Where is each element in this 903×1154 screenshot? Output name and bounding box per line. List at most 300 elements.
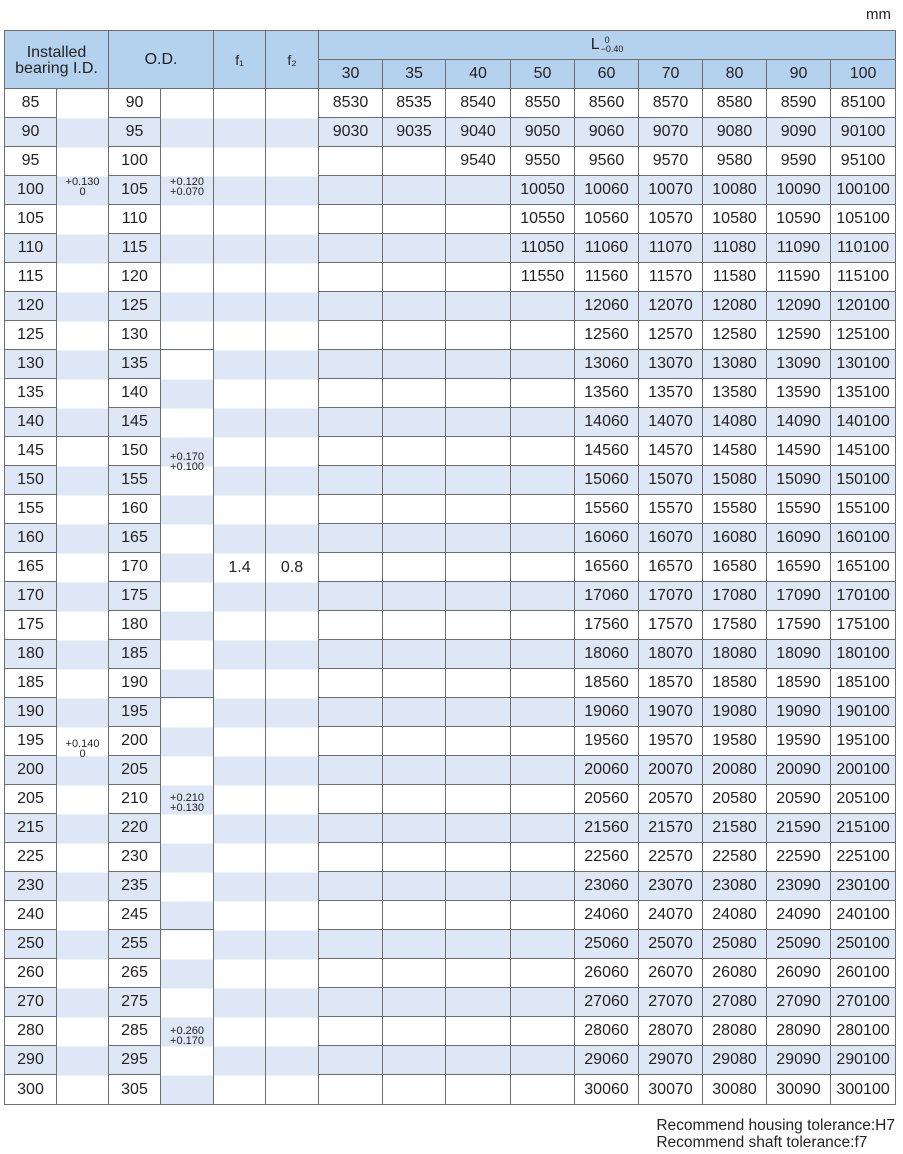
part-number-cell: 18090 bbox=[767, 640, 831, 669]
part-number-cell: 16580 bbox=[703, 553, 767, 582]
shaft-tolerance-note: Recommend shaft tolerance:f7 bbox=[656, 1134, 868, 1151]
part-number-cell bbox=[446, 437, 511, 466]
tolerance-lower: 0 bbox=[79, 186, 86, 198]
part-number-cell bbox=[446, 669, 511, 698]
part-number-cell: 17060 bbox=[575, 582, 639, 611]
length-col-header: 40 bbox=[446, 60, 511, 89]
installed-id-cell: 135 bbox=[5, 379, 57, 408]
part-number-cell bbox=[446, 814, 511, 843]
part-number-cell bbox=[319, 524, 383, 553]
od-cell: 130 bbox=[109, 321, 161, 350]
part-number-cell: 10080 bbox=[703, 176, 767, 205]
part-number-cell: 14070 bbox=[639, 408, 703, 437]
part-number-cell: 14590 bbox=[767, 437, 831, 466]
length-col-header: 35 bbox=[383, 60, 446, 89]
part-number-cell bbox=[319, 205, 383, 234]
housing-tolerance-note: Recommend housing tolerance:H7 bbox=[656, 1117, 895, 1134]
tolerance-upper: +0.260 bbox=[170, 1025, 204, 1037]
part-number-cell: 280100 bbox=[831, 1017, 896, 1046]
installed-id-cell: 250 bbox=[5, 930, 57, 959]
od-cell: 155 bbox=[109, 466, 161, 495]
od-cell: 180 bbox=[109, 611, 161, 640]
f2-header: f₂ bbox=[266, 31, 319, 89]
installed-id-cell: 175 bbox=[5, 611, 57, 640]
od-cell: 205 bbox=[109, 756, 161, 785]
part-number-cell bbox=[446, 785, 511, 814]
part-number-cell bbox=[319, 669, 383, 698]
part-number-cell bbox=[383, 959, 446, 988]
part-number-cell: 22590 bbox=[767, 843, 831, 872]
part-number-cell bbox=[319, 785, 383, 814]
part-number-cell bbox=[319, 640, 383, 669]
installed-id-cell: 280 bbox=[5, 1017, 57, 1046]
part-number-cell bbox=[511, 872, 575, 901]
part-number-cell bbox=[383, 1046, 446, 1075]
part-number-cell bbox=[383, 1075, 446, 1105]
part-number-cell: 290100 bbox=[831, 1046, 896, 1075]
od-cell: 100 bbox=[109, 147, 161, 176]
part-number-cell: 8535 bbox=[383, 89, 446, 118]
part-number-cell bbox=[446, 292, 511, 321]
part-number-cell: 28080 bbox=[703, 1017, 767, 1046]
length-tol-lower: −0.40 bbox=[600, 44, 624, 54]
part-number-cell bbox=[446, 640, 511, 669]
part-number-cell: 185100 bbox=[831, 669, 896, 698]
table-row bbox=[5, 234, 896, 263]
f1-header: f₁ bbox=[214, 31, 266, 89]
part-number-cell: 175100 bbox=[831, 611, 896, 640]
od-cell: 140 bbox=[109, 379, 161, 408]
part-number-cell: 20060 bbox=[575, 756, 639, 785]
part-number-cell bbox=[511, 669, 575, 698]
part-number-cell bbox=[511, 408, 575, 437]
part-number-cell: 13090 bbox=[767, 350, 831, 379]
part-number-cell: 15590 bbox=[767, 495, 831, 524]
part-number-cell: 17070 bbox=[639, 582, 703, 611]
tolerance-upper: +0.210 bbox=[170, 792, 204, 804]
part-number-cell: 215100 bbox=[831, 814, 896, 843]
part-number-cell bbox=[511, 1017, 575, 1046]
part-number-cell: 20570 bbox=[639, 785, 703, 814]
table-row bbox=[5, 89, 896, 118]
tolerance-cell bbox=[161, 89, 214, 350]
unit-label: mm bbox=[866, 6, 891, 23]
part-number-cell bbox=[383, 988, 446, 1017]
part-number-cell bbox=[383, 901, 446, 930]
part-number-cell: 16560 bbox=[575, 553, 639, 582]
part-number-cell: 10550 bbox=[511, 205, 575, 234]
part-number-cell: 11050 bbox=[511, 234, 575, 263]
part-number-cell: 21580 bbox=[703, 814, 767, 843]
part-number-cell: 9070 bbox=[639, 118, 703, 147]
installed-id-cell: 190 bbox=[5, 698, 57, 727]
part-number-cell: 18580 bbox=[703, 669, 767, 698]
part-number-cell: 11060 bbox=[575, 234, 639, 263]
part-number-cell bbox=[511, 901, 575, 930]
part-number-cell bbox=[511, 959, 575, 988]
table-row bbox=[5, 901, 896, 930]
part-number-cell: 9040 bbox=[446, 118, 511, 147]
part-number-cell bbox=[383, 698, 446, 727]
part-number-cell bbox=[319, 611, 383, 640]
part-number-cell bbox=[319, 698, 383, 727]
table-row bbox=[5, 321, 896, 350]
part-number-cell bbox=[511, 930, 575, 959]
part-number-cell: 27070 bbox=[639, 988, 703, 1017]
part-number-cell bbox=[383, 292, 446, 321]
table-row bbox=[5, 408, 896, 437]
part-number-cell: 130100 bbox=[831, 350, 896, 379]
part-number-cell: 125100 bbox=[831, 321, 896, 350]
part-number-cell: 24090 bbox=[767, 901, 831, 930]
part-number-cell bbox=[383, 611, 446, 640]
part-number-cell bbox=[511, 611, 575, 640]
part-number-cell: 17560 bbox=[575, 611, 639, 640]
part-number-cell bbox=[319, 350, 383, 379]
installed-id-cell: 85 bbox=[5, 89, 57, 118]
installed-id-cell: 110 bbox=[5, 234, 57, 263]
installed-id-cell: 230 bbox=[5, 872, 57, 901]
part-number-cell bbox=[319, 814, 383, 843]
installed-id-cell: 290 bbox=[5, 1046, 57, 1075]
part-number-cell: 11570 bbox=[639, 263, 703, 292]
installed-id-cell: 145 bbox=[5, 437, 57, 466]
installed-id-cell: 125 bbox=[5, 321, 57, 350]
part-number-cell bbox=[319, 872, 383, 901]
part-number-cell: 19080 bbox=[703, 698, 767, 727]
od-cell: 255 bbox=[109, 930, 161, 959]
part-number-cell bbox=[446, 959, 511, 988]
od-cell: 200 bbox=[109, 727, 161, 756]
part-number-cell bbox=[383, 843, 446, 872]
part-number-cell: 12580 bbox=[703, 321, 767, 350]
part-number-cell bbox=[446, 901, 511, 930]
od-cell: 185 bbox=[109, 640, 161, 669]
part-number-cell: 140100 bbox=[831, 408, 896, 437]
part-number-cell: 14090 bbox=[767, 408, 831, 437]
part-number-cell: 12560 bbox=[575, 321, 639, 350]
part-number-cell: 90100 bbox=[831, 118, 896, 147]
table-row bbox=[5, 727, 896, 756]
table-row bbox=[5, 379, 896, 408]
length-col-header: 100 bbox=[831, 60, 896, 89]
table-row bbox=[5, 843, 896, 872]
tolerance-lower: 0 bbox=[79, 748, 86, 760]
part-number-cell bbox=[446, 205, 511, 234]
part-number-cell: 9590 bbox=[767, 147, 831, 176]
tolerance-lower: +0.100 bbox=[170, 461, 204, 473]
part-number-cell: 12590 bbox=[767, 321, 831, 350]
part-number-cell: 13080 bbox=[703, 350, 767, 379]
part-number-cell: 17570 bbox=[639, 611, 703, 640]
f2-cell-value: 0.8 bbox=[280, 559, 304, 576]
od-cell: 275 bbox=[109, 988, 161, 1017]
part-number-cell bbox=[383, 1017, 446, 1046]
part-number-cell: 23080 bbox=[703, 872, 767, 901]
installed-id-cell: 105 bbox=[5, 205, 57, 234]
od-cell: 295 bbox=[109, 1046, 161, 1075]
part-number-cell bbox=[511, 350, 575, 379]
part-number-cell bbox=[383, 321, 446, 350]
od-cell: 210 bbox=[109, 785, 161, 814]
part-number-cell bbox=[383, 147, 446, 176]
part-number-cell: 25070 bbox=[639, 930, 703, 959]
part-number-cell: 28070 bbox=[639, 1017, 703, 1046]
part-number-cell: 11080 bbox=[703, 234, 767, 263]
part-number-cell: 110100 bbox=[831, 234, 896, 263]
part-number-cell: 18060 bbox=[575, 640, 639, 669]
part-number-cell: 21590 bbox=[767, 814, 831, 843]
installed-id-cell: 185 bbox=[5, 669, 57, 698]
part-number-cell: 11550 bbox=[511, 263, 575, 292]
part-number-cell: 23060 bbox=[575, 872, 639, 901]
table-row bbox=[5, 698, 896, 727]
part-number-cell bbox=[511, 379, 575, 408]
part-number-cell: 19060 bbox=[575, 698, 639, 727]
installed-id-cell: 240 bbox=[5, 901, 57, 930]
od-cell: 305 bbox=[109, 1075, 161, 1105]
part-number-cell: 10070 bbox=[639, 176, 703, 205]
part-number-cell: 13560 bbox=[575, 379, 639, 408]
tolerance-upper: +0.170 bbox=[170, 451, 204, 463]
part-number-cell: 15560 bbox=[575, 495, 639, 524]
part-number-cell: 8540 bbox=[446, 89, 511, 118]
part-number-cell bbox=[319, 988, 383, 1017]
installed-id-cell: 270 bbox=[5, 988, 57, 1017]
table-row bbox=[5, 350, 896, 379]
part-number-cell bbox=[446, 611, 511, 640]
part-number-cell: 240100 bbox=[831, 901, 896, 930]
part-number-cell: 19590 bbox=[767, 727, 831, 756]
installed-id-header: Installed bearing I.D. bbox=[5, 31, 109, 89]
part-number-cell bbox=[446, 176, 511, 205]
part-number-cell bbox=[383, 437, 446, 466]
part-number-cell: 30060 bbox=[575, 1075, 639, 1105]
part-number-cell bbox=[511, 437, 575, 466]
tolerance-cell bbox=[161, 930, 214, 1105]
installed-id-cell: 225 bbox=[5, 843, 57, 872]
part-number-cell: 11590 bbox=[767, 263, 831, 292]
part-number-cell bbox=[319, 321, 383, 350]
part-number-cell bbox=[446, 321, 511, 350]
part-number-cell: 17580 bbox=[703, 611, 767, 640]
part-number-cell: 9560 bbox=[575, 147, 639, 176]
tolerance-upper: +0.120 bbox=[170, 176, 204, 188]
installed-id-cell: 300 bbox=[5, 1075, 57, 1105]
part-number-cell: 18590 bbox=[767, 669, 831, 698]
table-row bbox=[5, 988, 896, 1017]
part-number-cell: 17090 bbox=[767, 582, 831, 611]
od-cell: 265 bbox=[109, 959, 161, 988]
table-row bbox=[5, 640, 896, 669]
part-number-cell: 10570 bbox=[639, 205, 703, 234]
part-number-cell: 19090 bbox=[767, 698, 831, 727]
od-cell: 190 bbox=[109, 669, 161, 698]
part-number-cell: 20580 bbox=[703, 785, 767, 814]
part-number-cell: 27080 bbox=[703, 988, 767, 1017]
part-number-cell bbox=[511, 466, 575, 495]
part-number-cell: 29060 bbox=[575, 1046, 639, 1075]
part-number-cell: 15070 bbox=[639, 466, 703, 495]
part-number-cell: 20590 bbox=[767, 785, 831, 814]
part-number-cell: 16570 bbox=[639, 553, 703, 582]
part-number-cell: 21570 bbox=[639, 814, 703, 843]
part-number-cell: 26060 bbox=[575, 959, 639, 988]
part-number-cell bbox=[319, 959, 383, 988]
part-number-cell: 21560 bbox=[575, 814, 639, 843]
part-number-cell: 18560 bbox=[575, 669, 639, 698]
installed-id-cell: 100 bbox=[5, 176, 57, 205]
part-number-cell: 13070 bbox=[639, 350, 703, 379]
tolerance-lower: +0.170 bbox=[170, 1035, 204, 1047]
installed-id-cell: 200 bbox=[5, 756, 57, 785]
part-number-cell bbox=[319, 901, 383, 930]
part-number-cell bbox=[319, 176, 383, 205]
part-number-cell: 11580 bbox=[703, 263, 767, 292]
part-number-cell bbox=[511, 553, 575, 582]
part-number-cell: 12080 bbox=[703, 292, 767, 321]
f1-cell-value: 1.4 bbox=[228, 559, 251, 576]
part-number-cell: 8560 bbox=[575, 89, 639, 118]
part-number-cell bbox=[511, 292, 575, 321]
part-number-cell: 9050 bbox=[511, 118, 575, 147]
installed-id-cell: 195 bbox=[5, 727, 57, 756]
length-col-header: 30 bbox=[319, 60, 383, 89]
od-cell: 245 bbox=[109, 901, 161, 930]
part-number-cell: 10580 bbox=[703, 205, 767, 234]
part-number-cell bbox=[383, 350, 446, 379]
part-number-cell bbox=[383, 785, 446, 814]
part-number-cell: 250100 bbox=[831, 930, 896, 959]
od-cell: 160 bbox=[109, 495, 161, 524]
od-cell: 170 bbox=[109, 553, 161, 582]
installed-id-cell: 180 bbox=[5, 640, 57, 669]
od-cell: 235 bbox=[109, 872, 161, 901]
od-cell: 90 bbox=[109, 89, 161, 118]
part-number-cell: 270100 bbox=[831, 988, 896, 1017]
tolerance-lower: +0.070 bbox=[170, 186, 204, 198]
installed-id-cell: 140 bbox=[5, 408, 57, 437]
part-number-cell: 29080 bbox=[703, 1046, 767, 1075]
part-number-cell: 22570 bbox=[639, 843, 703, 872]
part-number-cell bbox=[319, 292, 383, 321]
table-row bbox=[5, 1017, 896, 1046]
part-number-cell bbox=[511, 698, 575, 727]
part-number-cell bbox=[446, 756, 511, 785]
part-number-cell: 30080 bbox=[703, 1075, 767, 1105]
part-number-cell: 300100 bbox=[831, 1075, 896, 1105]
part-number-cell bbox=[511, 582, 575, 611]
tolerance-upper: +0.140 bbox=[65, 738, 100, 750]
installed-id-cell: 160 bbox=[5, 524, 57, 553]
part-number-cell bbox=[446, 495, 511, 524]
part-number-cell: 22560 bbox=[575, 843, 639, 872]
part-number-cell: 10090 bbox=[767, 176, 831, 205]
table-row bbox=[5, 785, 896, 814]
part-number-cell: 120100 bbox=[831, 292, 896, 321]
part-number-cell: 28060 bbox=[575, 1017, 639, 1046]
part-number-cell: 11560 bbox=[575, 263, 639, 292]
length-col-header: 80 bbox=[703, 60, 767, 89]
part-number-cell bbox=[511, 495, 575, 524]
part-number-cell bbox=[383, 872, 446, 901]
od-cell: 285 bbox=[109, 1017, 161, 1046]
part-number-cell: 14560 bbox=[575, 437, 639, 466]
part-number-cell: 18570 bbox=[639, 669, 703, 698]
part-number-cell: 11070 bbox=[639, 234, 703, 263]
part-number-cell: 16590 bbox=[767, 553, 831, 582]
part-number-cell bbox=[446, 466, 511, 495]
part-number-cell bbox=[319, 437, 383, 466]
length-col-header: 50 bbox=[511, 60, 575, 89]
part-number-cell bbox=[446, 988, 511, 1017]
od-cell: 220 bbox=[109, 814, 161, 843]
part-number-cell: 12060 bbox=[575, 292, 639, 321]
part-number-cell bbox=[319, 930, 383, 959]
od-cell: 165 bbox=[109, 524, 161, 553]
part-number-cell: 28090 bbox=[767, 1017, 831, 1046]
part-number-cell bbox=[446, 379, 511, 408]
part-number-cell: 135100 bbox=[831, 379, 896, 408]
part-number-cell: 190100 bbox=[831, 698, 896, 727]
part-number-cell bbox=[446, 553, 511, 582]
part-number-cell: 230100 bbox=[831, 872, 896, 901]
part-number-cell bbox=[383, 205, 446, 234]
part-number-cell: 9550 bbox=[511, 147, 575, 176]
tolerance-value bbox=[161, 793, 213, 813]
part-number-cell bbox=[511, 1046, 575, 1075]
part-number-cell: 160100 bbox=[831, 524, 896, 553]
part-number-cell: 10050 bbox=[511, 176, 575, 205]
installed-id-cell: 115 bbox=[5, 263, 57, 292]
part-number-cell: 8550 bbox=[511, 89, 575, 118]
length-col-header: 60 bbox=[575, 60, 639, 89]
tolerance-notes bbox=[656, 1117, 895, 1151]
part-number-cell: 18080 bbox=[703, 640, 767, 669]
part-number-cell bbox=[319, 1046, 383, 1075]
installed-id-cell: 260 bbox=[5, 959, 57, 988]
table-row bbox=[5, 814, 896, 843]
part-number-cell: 24060 bbox=[575, 901, 639, 930]
od-cell: 115 bbox=[109, 234, 161, 263]
part-number-cell: 14080 bbox=[703, 408, 767, 437]
part-number-cell: 30090 bbox=[767, 1075, 831, 1105]
od-cell: 135 bbox=[109, 350, 161, 379]
part-number-cell bbox=[511, 321, 575, 350]
part-number-cell: 20070 bbox=[639, 756, 703, 785]
installed-id-cell: 155 bbox=[5, 495, 57, 524]
part-number-cell: 23090 bbox=[767, 872, 831, 901]
od-cell: 145 bbox=[109, 408, 161, 437]
od-cell: 105 bbox=[109, 176, 161, 205]
length-col-header: 70 bbox=[639, 60, 703, 89]
table-row bbox=[5, 930, 896, 959]
part-number-cell: 8570 bbox=[639, 89, 703, 118]
part-number-cell: 25090 bbox=[767, 930, 831, 959]
part-number-cell: 16090 bbox=[767, 524, 831, 553]
part-number-cell: 105100 bbox=[831, 205, 896, 234]
part-number-cell bbox=[511, 640, 575, 669]
part-number-cell bbox=[319, 263, 383, 292]
table-row bbox=[5, 292, 896, 321]
tolerance-cell bbox=[161, 698, 214, 930]
part-number-cell: 20080 bbox=[703, 756, 767, 785]
part-number-cell: 170100 bbox=[831, 582, 896, 611]
part-number-cell bbox=[446, 408, 511, 437]
part-number-cell: 155100 bbox=[831, 495, 896, 524]
part-number-cell bbox=[511, 988, 575, 1017]
part-number-cell: 14060 bbox=[575, 408, 639, 437]
